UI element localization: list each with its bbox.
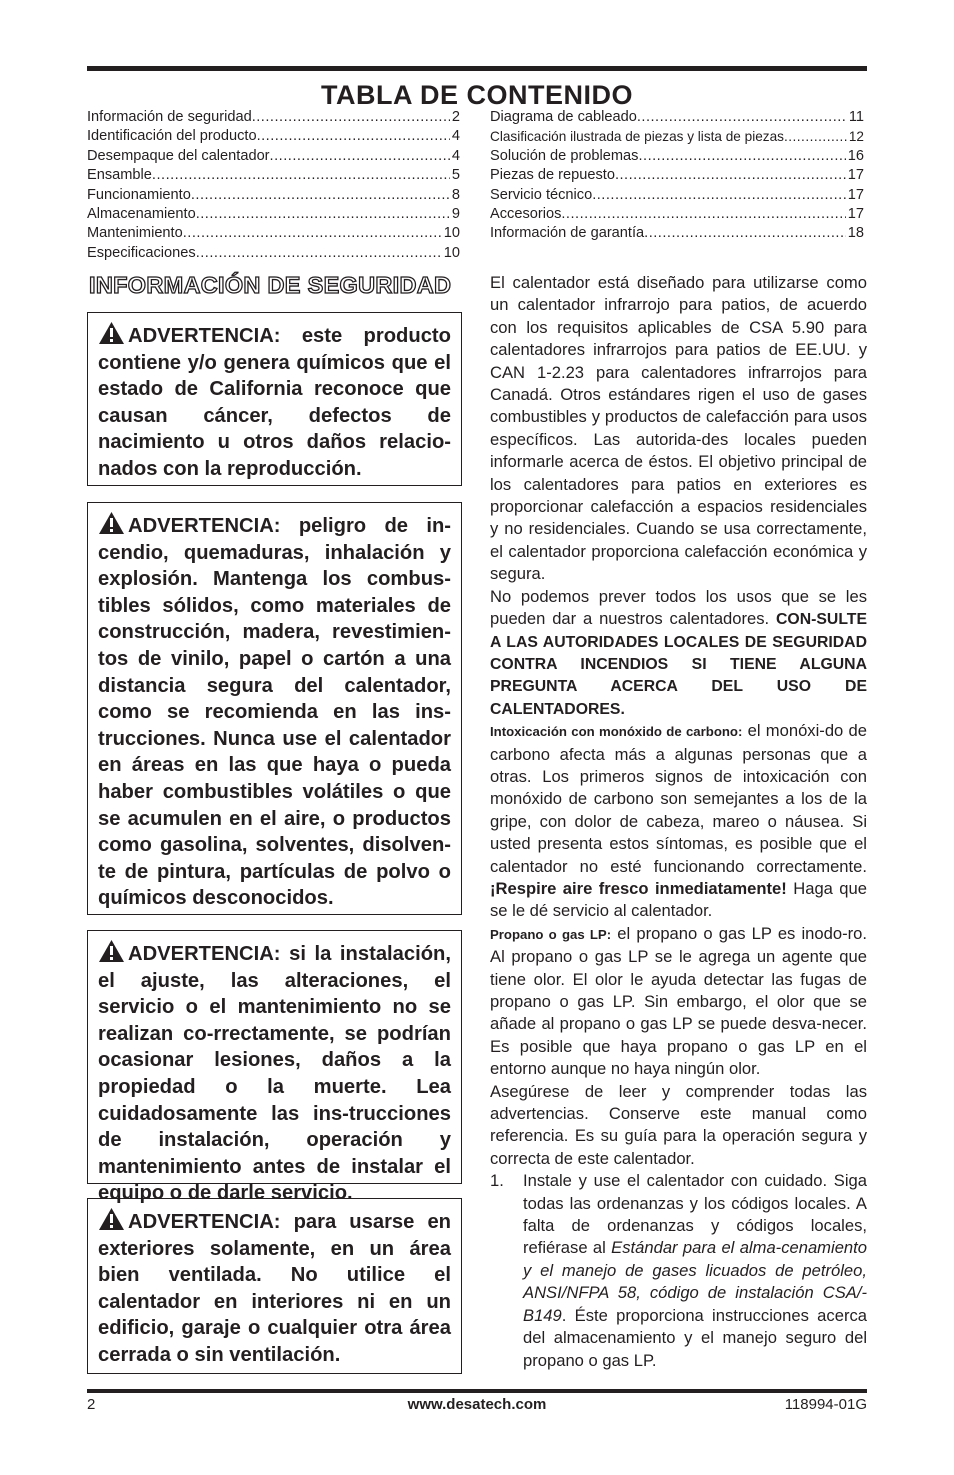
lp-text: el propano o gas LP es inodo-ro. Al propano o gas LP se le agrega un agente que tiene olor. El olor le ayuda detectar las fugas de propano o gas LP. Sin embargo, el olor que se añade al propano o gas LP se puede desva-necer. Es posible que haya propano o gas LP en el entorno aunque no haya ningún olor. [490, 923, 867, 1079]
toc-entry-label: Servicio técnico [490, 186, 593, 203]
toc-entry-label: Solución de problemas [490, 147, 639, 164]
toc-entry[interactable] [87, 224, 460, 243]
toc-leader-dots [592, 186, 846, 205]
warning-box-installation [87, 930, 462, 1205]
read-warnings-paragraph: Asegúrese de leer y comprender todas las advertencias. Conserve este manual como referencia. Es su guía para la operación segura y correcta de este calentador. [490, 1081, 867, 1168]
toc-entry[interactable] [87, 108, 460, 127]
usage-paragraph [490, 586, 867, 720]
toc-leader-dots [252, 108, 450, 127]
toc-entry[interactable] [87, 127, 460, 146]
lp-heading: Propano o gas LP: [490, 926, 612, 942]
warning-triangle-icon [98, 511, 125, 535]
toc-entry[interactable] [490, 224, 864, 243]
toc-leader-dots [196, 205, 450, 224]
toc-entry-page: 10 [443, 225, 460, 242]
list-text [523, 1170, 867, 1372]
body-text-column [490, 272, 867, 1372]
toc-entry[interactable] [490, 108, 864, 127]
item1-standard: Estándar para el alma-cenamiento y el manejo de gases licuados de petróleo, ANSI/NFPA 58, código de instalación CSA/-B149 [523, 1238, 867, 1325]
toc-entry-page: 18 [847, 225, 864, 242]
toc-right-column [490, 108, 864, 244]
toc-entry-label: Piezas de repuesto [490, 167, 615, 184]
list-number: 1. [490, 1171, 504, 1191]
bottom-rule [87, 1389, 867, 1393]
toc-entry-page: 4 [451, 128, 460, 145]
toc-entry-label: Información de seguridad [87, 109, 252, 125]
toc-entry[interactable] [490, 166, 864, 185]
warning-text: ADVERTENCIA: peligro de in-cendio, quemaduras, inhalación y explosión. Mantenga los combus-tibles sólidos, como materiales de construcción, madera, revestimien-tos de vinilo, papel o cartón a una distancia segura del calentador, como se recomienda en las ins-trucciones. Nunca use el calentador en áreas en las que haya o pueda haber combustibles volátiles o que se acumulen en el aire, o productos como gasolina, solventes, disolven-te de pintura, partículas de polvo o químicos desconocidos. [98, 515, 451, 910]
toc-leader-dots [561, 205, 845, 224]
toc-entry[interactable] [87, 166, 460, 185]
co-heading: Intoxicación con monóxido de carbono: [490, 724, 743, 740]
toc-leader-dots [152, 166, 450, 185]
toc-leader-dots [270, 147, 450, 166]
toc-entry-page: 12 [848, 129, 864, 145]
toc-leader-dots [637, 108, 847, 127]
toc-entry-label: Identificación del producto [87, 128, 257, 145]
propane-paragraph [490, 923, 867, 1081]
toc-entry-page: 2 [451, 109, 460, 125]
warning-text: ADVERTENCIA: este producto contiene y/o genera químicos que el estado de California reconoce que causan cáncer, defectos de nacimiento u otros daños relacio-nados con la reproducción. [98, 325, 451, 480]
toc-leader-dots [191, 186, 450, 205]
toc-entry-label: Desempaque del calentador [87, 147, 270, 164]
toc-entry-label: Funcionamiento [87, 186, 191, 203]
warning-triangle-icon [98, 939, 125, 963]
toc-leader-dots [784, 127, 847, 146]
intro-paragraph: El calentador está diseñado para utilizarse como un calentador infrarrojo para patios, de acuerdo con los requisitos aplicables de CSA 5.90 para calentadores infrarrojos para patios de EE.UU. y CAN 1-2.23 para calentadores infrarrojos para Canadá. Otros estándares rigen el uso de gases combustibles y productos de calefacción para usos específicos. Las autorida-des locales pueden informarle acerca de éstos. El objetivo principal de los calentadores para patios en exteriores es proporcionar calefacción a espacios residenciales y no residenciales. Cuando se usa correctamente, el calentador proporciona calefacción económica y segura. [490, 273, 867, 584]
toc-entry-label: Diagrama de cableado [490, 109, 637, 125]
toc-entry[interactable] [87, 147, 460, 166]
co-fresh-air: ¡Respire aire fresco inmediatamente! [490, 878, 787, 898]
toc-entry-label: Accesorios [490, 206, 562, 223]
toc-leader-dots [638, 147, 845, 166]
toc-entry-label: Ensamble [87, 167, 152, 184]
toc-entry[interactable] [490, 186, 864, 205]
toc-entry-label: Información de garantía [490, 225, 645, 242]
safety-section-title: INFORMACIÓN DE SEGURIDAD [89, 272, 452, 298]
toc-entry[interactable] [87, 186, 460, 205]
fire-authority-notice: CON-SULTE A LAS AUTORIDADES LOCALES DE SEGURIDAD CONTRA INCENDIOS SI TIENE ALGUNA PREGUNTA ACERCA DEL USO DE CALENTADORES. [490, 611, 867, 718]
carbon-monoxide-paragraph [490, 720, 867, 923]
top-rule [87, 66, 867, 71]
toc-entry-page: 5 [451, 167, 460, 184]
toc-entry-page: 17 [847, 167, 864, 184]
co-tail: Haga que se le dé servicio al calentador. [490, 878, 867, 921]
toc-entry-page: 9 [451, 206, 460, 223]
list-item [490, 1170, 867, 1372]
toc-entry-page: 17 [847, 186, 864, 203]
toc-entry[interactable] [490, 127, 864, 146]
toc-leader-dots [615, 166, 846, 185]
warning-text: ADVERTENCIA: si la instalación, el ajuste, las alteraciones, el servicio o el mantenimiento no se realizan co-rrectamente, se podrían ocasionar lesiones, daños a la propiedad o la muerte. Lea cuidadosamente las ins-trucciones de instalación, operación y mantenimiento antes de instalar el equipo o de darle servicio. [98, 943, 451, 1205]
toc-title: TABLA DE CONTENIDO [321, 80, 633, 110]
toc-leader-dots [257, 127, 450, 146]
toc-entry-label: Mantenimiento [87, 225, 183, 242]
warning-box-outdoor [87, 1198, 462, 1374]
toc-entry-page: 8 [451, 186, 460, 203]
toc-leader-dots [644, 224, 846, 243]
toc-entry[interactable] [490, 147, 864, 166]
co-text: el monóxi-do de carbono afecta más a algunas personas que a otras. Los primeros signos de intoxicación con monóxido de carbono son semejantes a los de la gripe, con dolor de cabeza, mareo o náusea. Si usted presenta estos síntomas, es posible que el calentador no esté funcionando correctamente. [490, 721, 867, 876]
toc-leader-dots [196, 244, 442, 263]
usage-text: No podemos prever todos los usos que se les pueden dar a nuestros calentadores. [490, 586, 867, 629]
toc-left-column [87, 108, 460, 263]
warning-triangle-icon [98, 1207, 125, 1231]
toc-entry-label: Clasificación ilustrada de piezas y lista de piezas [490, 129, 784, 145]
page-number: 2 [87, 1396, 96, 1413]
toc-entry[interactable] [87, 244, 460, 263]
document-code: 118994-01G [784, 1396, 867, 1413]
warning-triangle-icon [98, 321, 125, 345]
toc-entry[interactable] [87, 205, 460, 224]
toc-entry-page: 11 [848, 109, 864, 125]
toc-entry-page: 4 [451, 147, 460, 164]
warning-box-fire [87, 502, 462, 915]
item1-tail: . Éste proporciona instrucciones acerca del almacenamiento y el manejo seguro del propano o gas LP. [523, 1305, 867, 1370]
toc-entry-page: 17 [847, 206, 864, 223]
item1-text: Instale y use el calentador con cuidado. Siga todas las ordenanzas y los códigos locales. A falta de ordenanzas y códigos locales, refiérase al [523, 1171, 867, 1258]
toc-entry[interactable] [490, 205, 864, 224]
toc-entry-page: 10 [443, 244, 460, 261]
toc-entry-page: 16 [847, 147, 864, 164]
toc-entry-label: Especificaciones [87, 244, 196, 261]
toc-leader-dots [183, 224, 442, 243]
toc-entry-label: Almacenamiento [87, 206, 196, 223]
warning-box-california [87, 312, 462, 486]
warning-text: ADVERTENCIA: para usarse en exteriores solamente, en un área bien ventilada. No utilice el calentador en interiores ni en un edificio, garaje o cualquier otra área cerrada o sin ventilación. [98, 1211, 451, 1366]
website-url[interactable]: www.desatech.com [407, 1396, 547, 1413]
